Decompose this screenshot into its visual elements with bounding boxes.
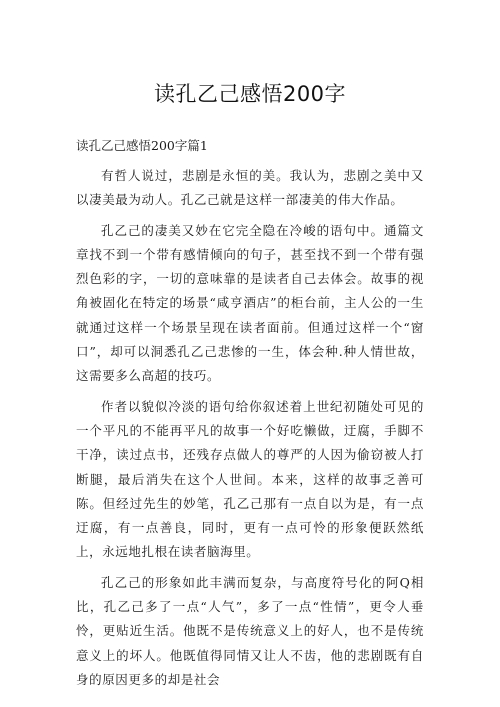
paragraph-3: 作者以貌似冷淡的语句给你叙述着上世纪初随处可见的一个平凡的不能再平凡的故事一个好吃懒做，迂腐，手脚不干净，读过点书，还残存点做人的尊严的人因为偷窃被人打断腿，最后消失在这个人世间。本来，这样的故事乏善可陈。但经过先生的妙笔，孔乙己那有一点自以为是，有一点迂腐，有一点善良，同时，更有一点可怜的形象便跃然纸上，永远地扎根在读者脑海里。	[76, 398, 424, 560]
page-title: 读孔乙己感悟200字	[153, 82, 347, 106]
paragraph-2: 孔乙己的凄美又妙在它完全隐在冷峻的语句中。通篇文章找不到一个带有感情倾向的句子，甚至找不到一个带有强烈色彩的字，一切的意味靠的是读者自己去体会。故事的视角被固化在特定的场景“咸亨酒店”的柜台前，主人公的一生就通过这样一个场景呈现在读者面前。但通过这样一个“窗口”，却可以洞悉孔乙己悲惨的一生，体会种.种人情世故，这需要多么高超的技巧。	[76, 222, 424, 384]
article-body	[76, 134, 424, 698]
paragraph-4: 孔乙己的形象如此丰满而复杂，与高度符号化的阿Q相比，孔乙己多了一点“人气”，多了一点“性情”，更令人垂怜，更贴近生活。他既不是传统意义上的好人，也不是传统意义上的坏人。他既值得同情又让人不齿，他的悲剧既有自身的原因更多的却是社会	[76, 574, 424, 687]
paragraph-1: 有哲人说过，悲剧是永恒的美。我认为，悲剧之美中又以凄美最为动人。孔乙己就是这样一部凄美的伟大作品。	[76, 168, 424, 208]
section-heading: 读孔乙己感悟200字篇1	[76, 138, 208, 153]
